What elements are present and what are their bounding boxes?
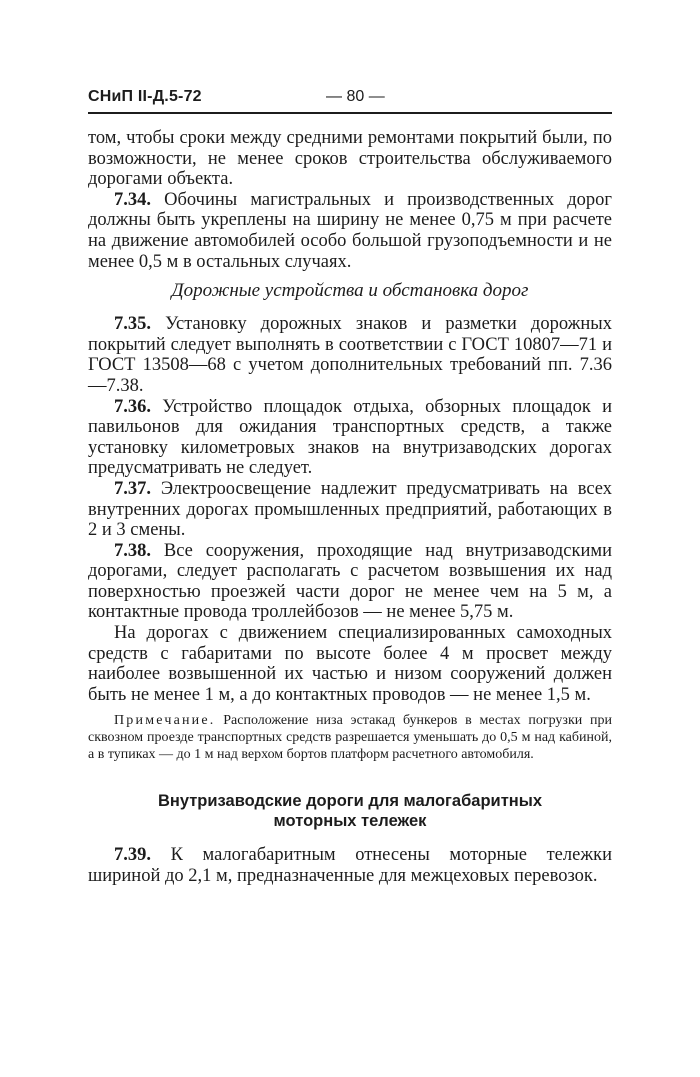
paragraph-text: том, чтобы сроки между средними ремонтами покрытий были, по возможности, не менее сроков строительства обслуживаемого дорогами объекта. xyxy=(88,128,612,190)
note xyxy=(88,713,612,763)
note-text: Расположение низа эстакад бункеров в местах погрузки при сквозном проезде транспортных средств разрешается уменьшать до 0,5 м над кабиной, а в тупиках — до 1 м над верхом бортов платформ расчетного автомобиля. xyxy=(88,713,612,762)
paragraph-7-36 xyxy=(88,397,612,479)
paragraph-7-39 xyxy=(88,845,612,886)
paragraph-text: Все сооружения, проходящие над внутризаводскими дорогами, следует располагать с расчетом возвышения их над поверхностью проезжей части дорог не менее чем на 5 м, а контактные провода троллейбозов — не менее 5,75 м. xyxy=(88,540,612,623)
paragraph-7-34 xyxy=(88,190,612,272)
paragraph-continuation xyxy=(88,128,612,190)
document-code: СНиП II-Д.5-72 xyxy=(88,88,202,105)
paragraph-text: К малогабаритным отнесены моторные тележки шириной до 2,1 м, предназначенные для межцеховых перевозок. xyxy=(88,845,612,886)
subsection-heading: Дорожные устройства и обстановка дорог xyxy=(171,280,529,302)
clause-number: 7.37. xyxy=(114,478,151,499)
paragraph-7-38 xyxy=(88,541,612,623)
paragraph-7-37 xyxy=(88,479,612,541)
paragraph-text: На дорогах с движением специализированных самоходных средств с габаритами по высоте более 4 м просвет между наиболее возвышенной их частью и низом сооружений должен быть не менее 1 м, а до контактных проводов — не менее 1,5 м. xyxy=(88,623,612,705)
section-title-line-2: моторных тележек xyxy=(273,812,427,831)
body-text xyxy=(88,128,612,886)
section-title xyxy=(88,791,612,831)
paragraph-text: Обочины магистральных и производственных дорог должны быть укреплены на ширину не менее 0,75 м при расчете на движение автомобилей особо большой грузоподъемности и не менее 0,5 м в остальных случаях. xyxy=(88,189,612,272)
section-title-line-1: Внутризаводские дороги для малогабаритных xyxy=(157,792,543,811)
paragraph-text: Электроосвещение надлежит предусматривать на всех внутренних дорогах промышленных предприятий, работающих в 2 и 3 смены. xyxy=(88,478,612,541)
note-label: Примечание. xyxy=(114,713,216,729)
paragraph-7-35 xyxy=(88,314,612,396)
page-number: — 80 — xyxy=(326,88,385,105)
paragraph-7-38-continued xyxy=(88,623,612,705)
clause-number: 7.34. xyxy=(114,189,151,210)
page-header xyxy=(88,88,612,114)
clause-number: 7.35. xyxy=(114,314,151,335)
clause-number: 7.38. xyxy=(114,540,151,561)
paragraph-text: Устройство площадок отдыха, обзорных площадок и павильонов для ожидания транспортных средств, а также установку километровых знаков на внутризаводских дорогах предусматривать не следует. xyxy=(88,396,612,479)
clause-number: 7.39. xyxy=(114,845,151,866)
paragraph-text: Установку дорожных знаков и разметки дорожных покрытий следует выполнять в соответствии с ГОСТ 10807—71 и ГОСТ 13508—68 с учетом дополнительных требований пп. 7.36—7.38. xyxy=(88,314,612,396)
document-page xyxy=(88,88,612,886)
clause-number: 7.36. xyxy=(114,396,151,417)
